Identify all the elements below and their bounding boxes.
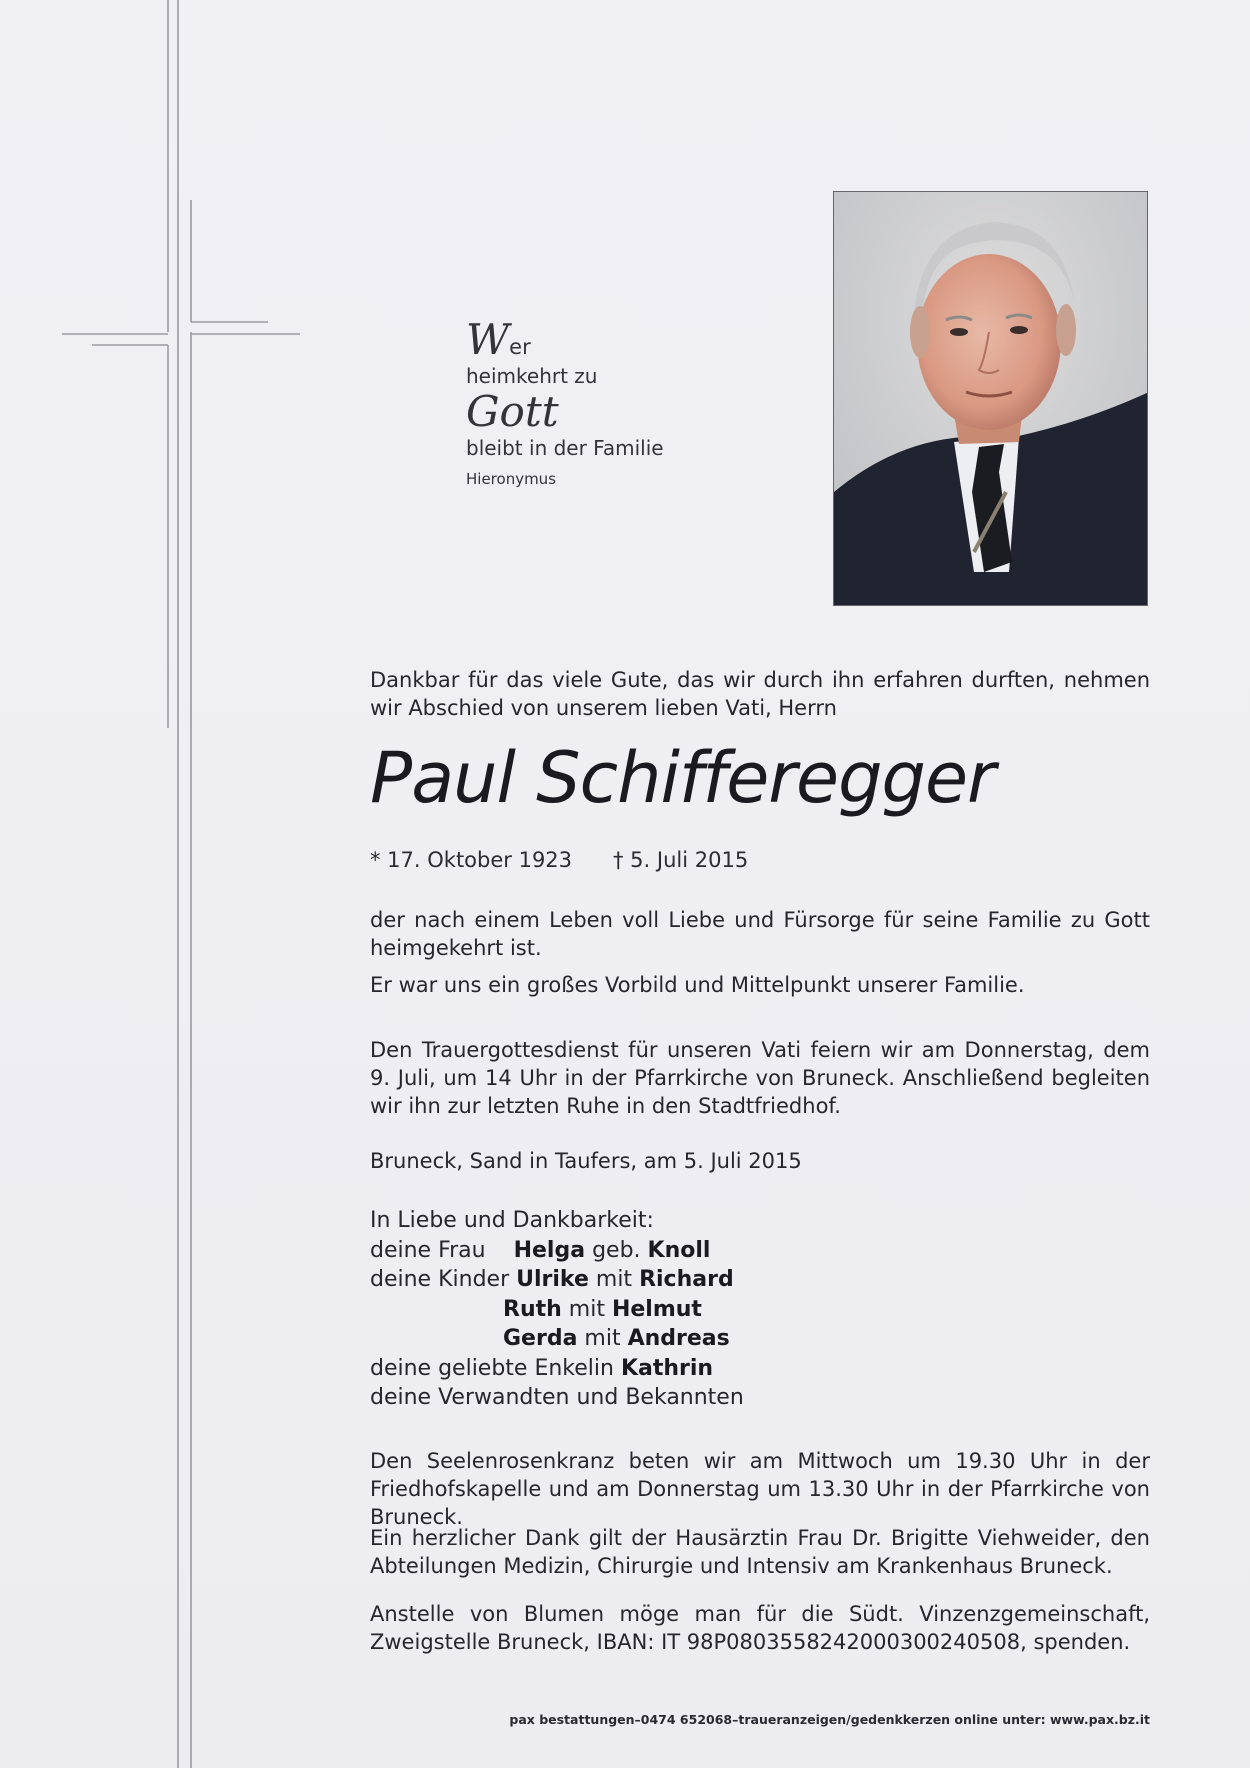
wife-name: Helga xyxy=(513,1237,586,1263)
quote-line-3: bleibt in der Familie xyxy=(466,436,664,460)
child-name: Ruth xyxy=(503,1296,562,1322)
quote-line-1: heimkehrt zu xyxy=(466,364,598,388)
quote-initial-rest: er xyxy=(509,335,531,359)
family-heading: In Liebe und Dankbarkeit: xyxy=(370,1208,654,1233)
intro-text: Dankbar für das viele Gute, das wir durch ihn erfahren durften, nehmen wir Abschied von unserem lieben Vati, Herrn xyxy=(370,668,1150,720)
child-name: Gerda xyxy=(503,1326,578,1351)
quote-initial: W xyxy=(466,315,510,364)
child-with: mit xyxy=(595,1267,633,1292)
child-partner: Andreas xyxy=(627,1326,730,1351)
child-partner: Helmut xyxy=(611,1296,702,1322)
family-child-1 xyxy=(370,1265,744,1295)
paragraph-role: Er war uns ein großes Vorbild und Mittelpunkt unserer Familie. xyxy=(370,973,1025,997)
child-with: mit xyxy=(568,1296,605,1322)
paragraph-thanks: Ein herzlicher Dank gilt der Hausärztin Frau Dr. Brigitte Viehweider, den Abteilungen Medizin, Chirurgie und Intensiv am Krankenhaus Bruneck. xyxy=(370,1526,1150,1578)
family-child-3 xyxy=(370,1324,744,1354)
portrait-photo xyxy=(833,191,1148,606)
wife-maiden: Knoll xyxy=(647,1237,711,1263)
family-child-2 xyxy=(370,1295,744,1325)
paragraph-service: Den Trauergottesdienst für unseren Vati feiern wir am Donnerstag, dem 9. Juli, um 14 Uhr in der Pfarrkirche von Bruneck. Anschließend begleiten wir ihn zur letzten Ruhe in den Stadtfriedhof. xyxy=(370,1038,1150,1118)
cross-icon xyxy=(0,0,320,1768)
deceased-name: Paul Schifferegger xyxy=(370,737,995,819)
family-relatives: deine Verwandten und Bekannten xyxy=(370,1385,744,1410)
wife-geb: geb. xyxy=(592,1237,641,1263)
quote-block xyxy=(466,315,726,490)
family-wife xyxy=(370,1236,744,1266)
quote-author: Hieronymus xyxy=(466,470,557,488)
child-with: mit xyxy=(584,1326,621,1351)
life-dates xyxy=(370,846,748,874)
grandchild-label: deine geliebte Enkelin xyxy=(370,1355,614,1381)
family-grandchild xyxy=(370,1354,744,1384)
place-date: Bruneck, Sand in Taufers, am 5. Juli 2015 xyxy=(370,1149,802,1173)
wife-label: deine Frau xyxy=(370,1237,486,1263)
quote-gott: Gott xyxy=(466,387,559,436)
portrait-illustration xyxy=(834,192,1148,606)
birth-date: * 17. Oktober 1923 xyxy=(370,848,573,872)
family-list xyxy=(370,1206,744,1413)
footer-imprint: pax bestattungen–0474 652068–traueranzeigen/gedenkkerzen online unter: www.pax.bz.it xyxy=(509,1712,1150,1727)
paragraph-donation: Anstelle von Blumen möge man für die Südt. Vinzenzgemeinschaft, Zweigstelle Bruneck, IBAN: IT 98P0803558242000300240508, spenden. xyxy=(370,1602,1150,1654)
death-date: † 5. Juli 2015 xyxy=(613,848,749,872)
paragraph-life: der nach einem Leben voll Liebe und Fürsorge für seine Familie zu Gott heimgekehrt ist. xyxy=(370,908,1150,960)
children-label: deine Kinder xyxy=(370,1267,510,1292)
child-partner: Richard xyxy=(639,1267,734,1292)
paragraph-rosary: Den Seelenrosenkranz beten wir am Mittwoch um 19.30 Uhr in der Friedhofskapelle und am Donnerstag um 13.30 Uhr in der Pfarrkirche von Bruneck. xyxy=(370,1449,1150,1529)
child-name: Ulrike xyxy=(516,1267,589,1292)
grandchild-name: Kathrin xyxy=(620,1355,714,1381)
